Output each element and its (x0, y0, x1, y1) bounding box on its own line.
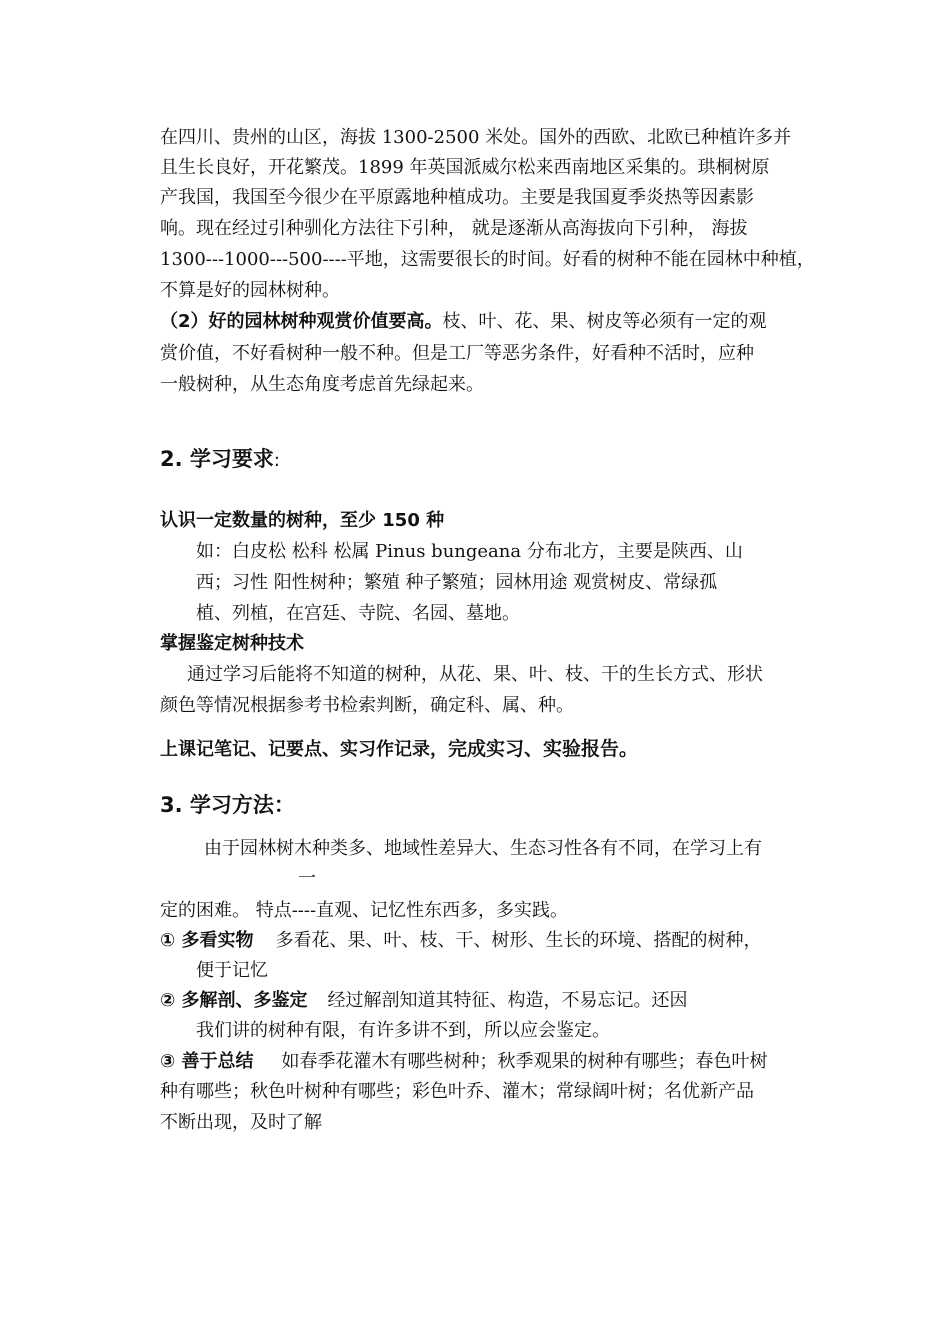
method-intro-line-3: 定的困难。 特点----直观、记忆性东西多，多实践。 (160, 900, 569, 921)
requirement-3-line (160, 734, 638, 765)
section-2-heading-text: 2. 学习要求 (160, 447, 274, 471)
intro-line-1: 在四川、贵州的山区，海拔 1300-2500 米处。国外的西欧、北欧已种植许多并 (160, 127, 792, 148)
section-2-heading (160, 444, 280, 476)
method-1-line-2: 便于记忆 (196, 960, 268, 981)
method-3-line-1 (160, 1047, 768, 1077)
requirement-2-title: 掌握鉴定树种技术 (160, 633, 304, 654)
intro-line-3: 产我国，我国至今很少在平原露地种植成功。主要是我国夏季炎热等因素影 (160, 187, 754, 208)
section-2-heading-colon: : (273, 450, 280, 471)
method-1-title: ① 多看实物 (160, 930, 254, 951)
requirement-1-line-2: 西；习性 阳性树种；繁殖 种子繁殖；园林用途 观赏树皮、常绿孤 (196, 572, 718, 593)
intro-line-5: 1300---1000---500----平地，这需要很长的时间。好看的树种不能在园林中种植， (160, 249, 815, 270)
requirement-1-line-1: 如：白皮松 松科 松属 Pinus bungeana 分布北方，主要是陕西、山 (196, 541, 743, 562)
requirement-1-title: 认识一定数量的树种，至少 150 种 (160, 510, 445, 531)
section-3-heading: 3. 学习方法： (160, 793, 295, 817)
requirement-2-line-1: 通过学习后能将不知道的树种，从花、果、叶、枝、干的生长方式、形状 (187, 664, 763, 685)
method-3-title: ③ 善于总结 (160, 1051, 254, 1072)
point-2-bold: （2）好的园林树种观赏价值要高。 (160, 311, 443, 332)
method-3-line-3: 不断出现，及时了解 (160, 1112, 322, 1133)
requirement-3-part-b: 完成实习、实验报告。 (448, 738, 639, 760)
intro-line-4: 响。现在经过引种驯化方法往下引种， 就是逐渐从高海拔向下引种， 海拔 (160, 218, 748, 239)
requirement-2-line-2: 颜色等情况根据参考书检索判断，确定科、属、种。 (160, 695, 574, 716)
point-2-text: 枝、叶、花、果、树皮等必须有一定的观 (442, 311, 767, 332)
point-2-line-3: 一般树种，从生态角度考虑首先绿起来。 (160, 374, 484, 395)
point-2-line-2: 赏价值，不好看树种一般不种。但是工厂等恶劣条件，好看种不活时，应种 (160, 343, 754, 364)
method-2-line-1 (160, 986, 688, 1016)
requirement-1-line-3: 植、列植，在宫廷、寺院、名园、墓地。 (196, 603, 520, 624)
method-1-text: 多看花、果、叶、枝、干、树形、生长的环境、搭配的树种， (275, 930, 762, 951)
requirement-3-part-a: 上课记笔记、记要点、实习作记录， (160, 739, 448, 760)
method-3-line-2: 种有哪些；秋色叶树种有哪些；彩色叶乔、灌木；常绿阔叶树；名优新产品 (160, 1081, 754, 1102)
method-intro-line-1: 由于园林树木种类多、地域性差异大、生态习性各有不同，在学习上有 (204, 838, 762, 859)
method-1-line-1 (160, 926, 762, 956)
method-2-title: ② 多解剖、多鉴定 (160, 990, 308, 1011)
method-2-text: 经过解剖知道其特征、构造，不易忘记。还因 (327, 990, 688, 1011)
method-3-text: 如春季花灌木有哪些树种；秋季观果的树种有哪些；春色叶树 (281, 1051, 768, 1072)
intro-line-6: 不算是好的园林树种。 (160, 280, 340, 301)
intro-line-2: 且生长良好，开花繁茂。1899 年英国派威尔松来西南地区采集的。珙桐树原 (160, 157, 770, 178)
method-intro-line-2: 一 (298, 868, 316, 889)
method-2-line-2: 我们讲的树种有限，有许多讲不到，所以应会鉴定。 (196, 1020, 610, 1041)
point-2-line-1 (160, 307, 767, 337)
